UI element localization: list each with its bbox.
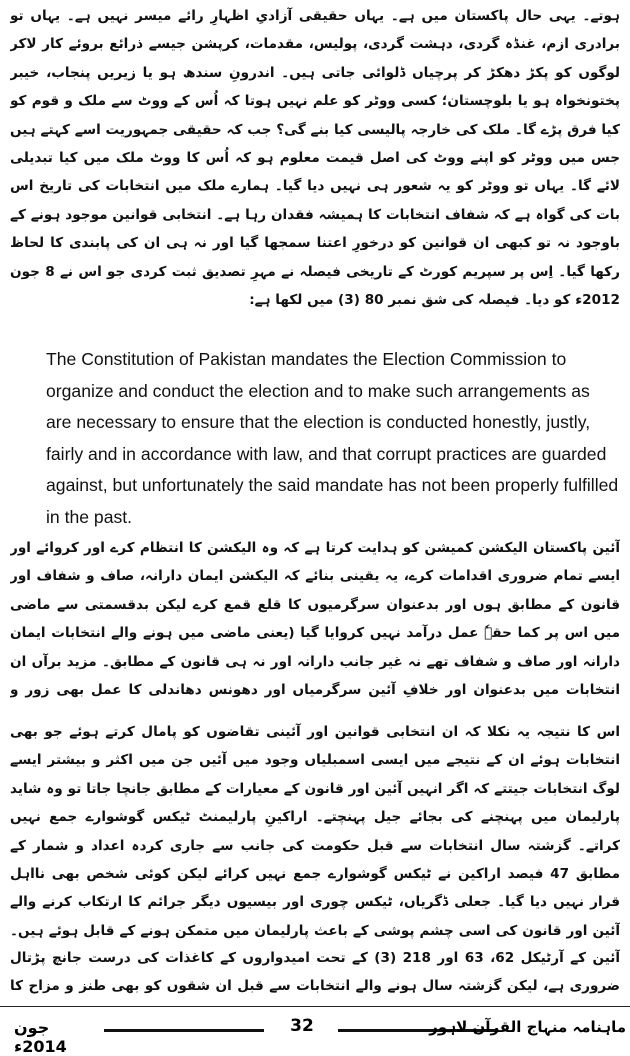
paragraph-intro: ہوتے۔ یہی حال پاکستان میں ہے۔ یہاں حقیقی آزادیِ اظہارِ رائے میسر نہیں ہے۔ یہاں تو برادری ازم، غنڈہ گردی، دہشت گردی، پولیس، مقدمات، کرپشن جیسے ذرائع بروئے کار لاکر لوگوں کو پکڑ دھکڑ کر پرچیاں ڈلوائی جاتی ہیں۔ اندرونِ سندھ ہو یا زیریں پنجاب، خیبر پختونخواہ ہو یا بلوچستان؛ کسی ووٹر کو علم نہیں ہوتا کہ اُس کے ووٹ سے ملک و قوم کو کیا فرق پڑے گا۔ ملک کی خارجہ پالیسی کیا بنے گی؟ جب کہ حقیقی جمہوریت اسے کہتے ہیں جس میں ووٹر کو اپنے ووٹ کی اصل قیمت معلوم ہو کہ اُس کا ووٹ ملک میں کیا تبدیلی لائے گا۔ یہاں تو ووٹر کو یہ شعور ہی نہیں دیا گیا۔ ہمارے ملک میں انتخابات کی تاریخ اس بات کی گواہ ہے کہ شفاف انتخابات کا ہمیشہ فقدان رہا ہے۔ انتخابی قوانین موجود ہونے کے باوجود نہ تو کبھی ان قوانین کو درخورِ اعتنا سمجھا گیا اور نہ ہی ان کی پابندی کا لحاظ رکھا گیا۔ اِس پر سپریم کورٹ کے تاریخی فیصلہ نے مہرِ تصدیق ثبت کردی جو اس نے 8 جون 2012ء کو دیا۔ فیصلہ کی شق نمبر 80 (3) میں لکھا ہے: [10,8,620,309]
english-quote: The Constitution of Pakistan mandates the Election Commission to organize and conduct the election and to make such arrangements as are necessary to ensure that the election is conducted honestly, justly, fairly and in accordance with law, and that corrupt practices are guarded against, but unfortunately the said mandate has not been properly fulfilled in the past. [46,349,619,527]
paragraph-gap [10,706,620,718]
magazine-title: ماہنامہ منہاج القرآن لاہور [429,1018,626,1036]
paragraph-translation: آئین پاکستان الیکشن کمیشن کو ہدایت کرتا ہے کہ وہ الیکشن کا انتظام کرے اور کروائے اور ایسے تمام ضروری اقدامات کرے، یہ یقینی بنائے کہ الیکشن ایمان دارانہ، صاف و شفاف اور قانون کے مطابق ہوں اور بدعنوان سرگرمیوں کا قلع قمع کرے لیکن بدقسمتی سے ماضی میں اس پر کما حقہٗ عمل درآمد نہیں کروایا گیا (یعنی ماضی میں ہونے والے انتخابات ایمان دارانہ اور صاف و شفاف تھے نہ غیر جانب دارانہ اور نہ ہی قانون کے مطابق۔ مزید برآں ان انتخابات میں بدعنوان اور خلافِ آئین سرگرمیاں اور دھونس دھاندلی کا عمل بھی زور و [10,540,620,699]
paragraph-constitution-articles: آئین کے آرٹیکل 62، 63 اور 218 (3) کے تحت امیدواروں کے کاغذات کی درست جانچ پڑتال ضروری ہے، لیکن گزشتہ سال ہونے والے انتخابات سے قبل ان شقوں کو بھی طنز و مزاح کا [10,950,620,995]
footer-rule [0,1006,630,1007]
footer-line-left [104,1029,264,1032]
page-number: 32 [290,1016,314,1036]
paragraph-consequence: اس کا نتیجہ یہ نکلا کہ ان انتخابی قوانین اور آئینی تقاضوں کو پامال کرتے ہوئے جو بھی انتخابات ہوئے ان کے نتیجے میں ایسی اسمبلیاں وجود میں آئیں جن میں اکثر و بیشتر ایسے لوگ انتخابات جیتتے کہ اگر انہیں آئین اور قانون کے معیارات کے مطابق جانچا جاتا تو وہ شاید پارلیمان میں پہنچنے کی بجائے جیل پہنچتے۔ اراکینِ پارلیمنٹ ٹیکس گوشوارے جمع نہیں کراتے۔ گزشتہ سال انتخابات سے قبل حکومت کی جانب سے جاری کردہ اعداد و شمار کے مطابق 47 فیصد اراکین نے ٹیکس گوشوارے جمع نہیں کرائے لیکن کوئی شخص بھی نااہل قرار نہیں دیا گیا۔ جعلی ڈگریاں، ٹیکس چوری اور بیسیوں دیگر جرائم کا ارتکاب کرنے والے آئین اور قانون کی اسی چشم پوشی کے باعث پارلیمان میں متمکن ہونے کے قابل ہوئے ہیں۔ [10,724,620,939]
footer-date: جون 2014ء [14,1018,67,1056]
page-footer [0,1014,630,1056]
